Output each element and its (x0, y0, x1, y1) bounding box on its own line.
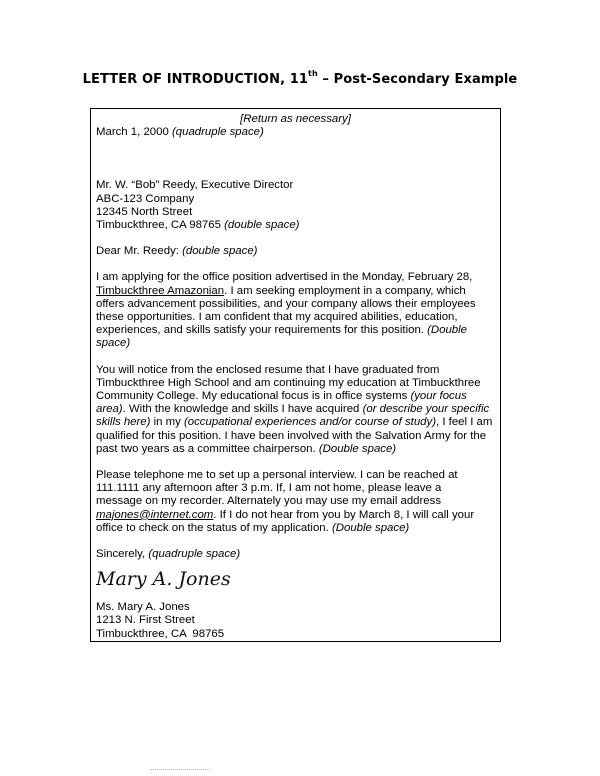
paragraph-3-line: Please telephone me to set up a personal interview. I can be reached at (96, 469, 458, 482)
signature (96, 561, 495, 601)
paragraph-2-line (96, 443, 495, 456)
sender-name: Ms. Mary A. Jones (96, 601, 190, 614)
paragraph-2 (96, 364, 495, 456)
paragraph-2-note: (Double space) (318, 442, 397, 455)
paragraph-3-line: message on my recorder. Alternately you may use my email address (96, 495, 442, 508)
paragraph-1-text: experiences, and skills satisfy your requirements for this position. (96, 324, 428, 337)
paragraph-1-line: these opportunities. I am confident that my acquired abilities, education, (96, 311, 458, 324)
sender-block (96, 601, 495, 641)
signature-image (96, 563, 246, 593)
newspaper-name: Timbuckthree Amazonian (96, 284, 225, 297)
page-title (0, 69, 600, 87)
paragraph-2-note: (or describe your specific (362, 403, 490, 416)
return-note: [Return as necessary] (240, 113, 351, 125)
paragraph-2-line: qualified for this position. I have been involved with the Salvation Army for the (96, 429, 487, 442)
signature-text: Mary A. Jones (96, 568, 231, 591)
paragraph-3-line (96, 522, 495, 535)
paragraph-2-text: in my (150, 416, 184, 429)
paragraph-2-line: You will notice from the enclosed resume that I have graduated from (96, 363, 440, 376)
paragraph-1-note: space) (96, 337, 131, 350)
paragraph-2-text: past two years as a committee chairperson. (96, 442, 319, 455)
sender-city: Timbuckthree, CA 98765 (96, 627, 225, 640)
paragraph-1-line: offers advancement possibilities, and your company allows their employees (96, 297, 476, 310)
paragraph-2-note: skills here) (96, 416, 151, 429)
paragraph-3 (96, 469, 495, 535)
paragraph-1-line (96, 324, 495, 337)
recipient-block (96, 179, 495, 232)
footer-divider (150, 769, 210, 772)
paragraph-3-line: 111.1111 any afternoon after 3 p.m. If, I am not home, please leave a (96, 482, 442, 495)
paragraph-2-text: Community College. My educational focus is in office systems (96, 390, 411, 403)
letter-body (90, 108, 501, 642)
paragraph-3-text: . If I do not hear from you by March 8, I will call your (213, 508, 475, 521)
title-superscript: th (308, 69, 318, 78)
recipient-city-note: (double space) (224, 219, 300, 232)
recipient-company: ABC-123 Company (96, 192, 195, 205)
salutation-text: Dear Mr. Reedy: (96, 245, 183, 258)
paragraph-2-note: (occupational experiences and/or course of study) (183, 416, 436, 429)
title-rest: – Post-Secondary Example (317, 72, 518, 87)
paragraph-3-note: (Double space) (331, 521, 410, 534)
email-address: majones@internet.com (96, 508, 214, 521)
salutation (96, 245, 495, 258)
paragraph-2-line (96, 416, 495, 429)
paragraph-2-line: Timbuckthree High School and am continuing my education at Timbuckthree (96, 376, 481, 389)
paragraph-2-line (96, 390, 495, 403)
closing-note: (quadruple space) (148, 548, 241, 561)
sender-street: 1213 N. First Street (96, 614, 195, 627)
recipient-street: 12345 North Street (96, 205, 193, 218)
paragraph-2-line (96, 403, 495, 416)
salutation-note: (double space) (182, 245, 258, 258)
paragraph-1-note: (Double (427, 324, 467, 337)
paragraph-1-line: I am applying for the office position advertised in the Monday, February 28, (96, 271, 473, 284)
paragraph-1-line (96, 285, 495, 298)
paragraph-2-note: area) (96, 403, 123, 416)
paragraph-1 (96, 271, 495, 350)
paragraph-1-line (96, 337, 495, 350)
paragraph-3-text: office to check on the status of my application. (96, 521, 332, 534)
date-text: March 1, 2000 (96, 126, 172, 139)
paragraph-2-note: (your focus (410, 390, 467, 403)
paragraph-3-line (96, 509, 495, 522)
paragraph-2-text: , I feel I am (436, 416, 493, 429)
paragraph-1-text: . I am seeking employment in a company, which (224, 284, 466, 297)
closing (96, 548, 495, 561)
letter-date (96, 126, 495, 139)
closing-text: Sincerely, (96, 548, 149, 561)
paragraph-2-text: . With the knowledge and skills I have acquired (122, 403, 363, 416)
recipient-name: Mr. W. “Bob” Reedy, Executive Director (96, 179, 294, 192)
recipient-city-text: Timbuckthree, CA 98765 (96, 219, 225, 232)
date-note: (quadruple space) (171, 126, 264, 139)
recipient-city (96, 219, 495, 232)
title-main: LETTER OF INTRODUCTION, 11 (82, 72, 309, 87)
